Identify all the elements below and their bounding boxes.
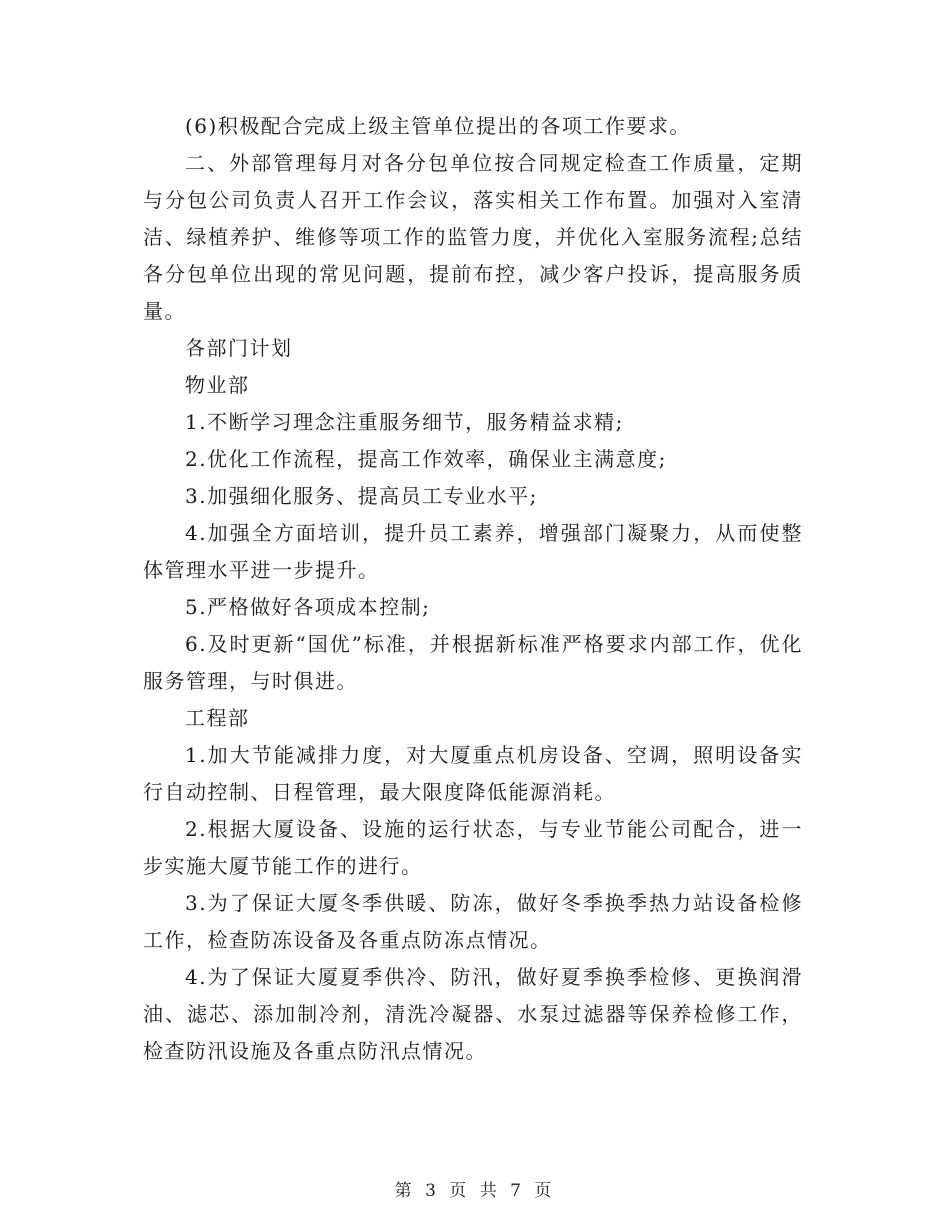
list-item: 2.根据大厦设备、设施的运行状态，与专业节能公司配合，进一步实施大厦节能工作的进行。 [143, 817, 803, 878]
paragraph: (6)积极配合完成上级主管单位提出的各项工作要求。 [185, 114, 691, 138]
department-heading: 物业部 [185, 373, 250, 397]
list-item: 3.为了保证大厦冬季供暖、防冻，做好冬季换季热力站设备检修工作，检查防冻设备及各重点防冻点情况。 [143, 891, 803, 952]
department-heading: 工程部 [185, 706, 250, 730]
list-item: 2.优化工作流程，提高工作效率，确保业主满意度; [185, 447, 667, 471]
list-item: 1.加大节能减排力度，对大厦重点机房设备、空调，照明设备实行自动控制、日程管理，最大限度降低能源消耗。 [143, 743, 803, 804]
list-item: 6.及时更新“国优”标准，并根据新标准严格要求内部工作，优化服务管理，与时俱进。 [143, 632, 803, 693]
document-body [143, 108, 803, 1070]
list-item: 1.不断学习理念注重服务细节，服务精益求精; [185, 410, 624, 434]
list-item: 4.为了保证大厦夏季供冷、防汛，做好夏季换季检修、更换润滑油、滤芯、添加制冷剂，清洗冷凝器、水泵过滤器等保养检修工作，检查防汛设施及各重点防汛点情况。 [143, 965, 803, 1063]
list-item: 5.严格做好各项成本控制; [185, 595, 431, 619]
list-item: 4.加强全方面培训，提升员工素养，增强部门凝聚力，从而使整体管理水平进一步提升。 [143, 521, 803, 582]
page-number-footer: 第 3 页 共 7 页 [394, 1181, 556, 1201]
list-item: 3.加强细化服务、提高员工专业水平; [185, 484, 538, 508]
section-heading: 各部门计划 [185, 336, 293, 360]
paragraph: 二、外部管理每月对各分包单位按合同规定检查工作质量，定期与分包公司负责人召开工作会议，落实相关工作布置。加强对入室清洁、绿植养护、维修等项工作的监管力度，并优化入室服务流程;总结各分包单位出现的常见问题，提前布控，减少客户投诉，提高服务质量。 [143, 151, 803, 323]
